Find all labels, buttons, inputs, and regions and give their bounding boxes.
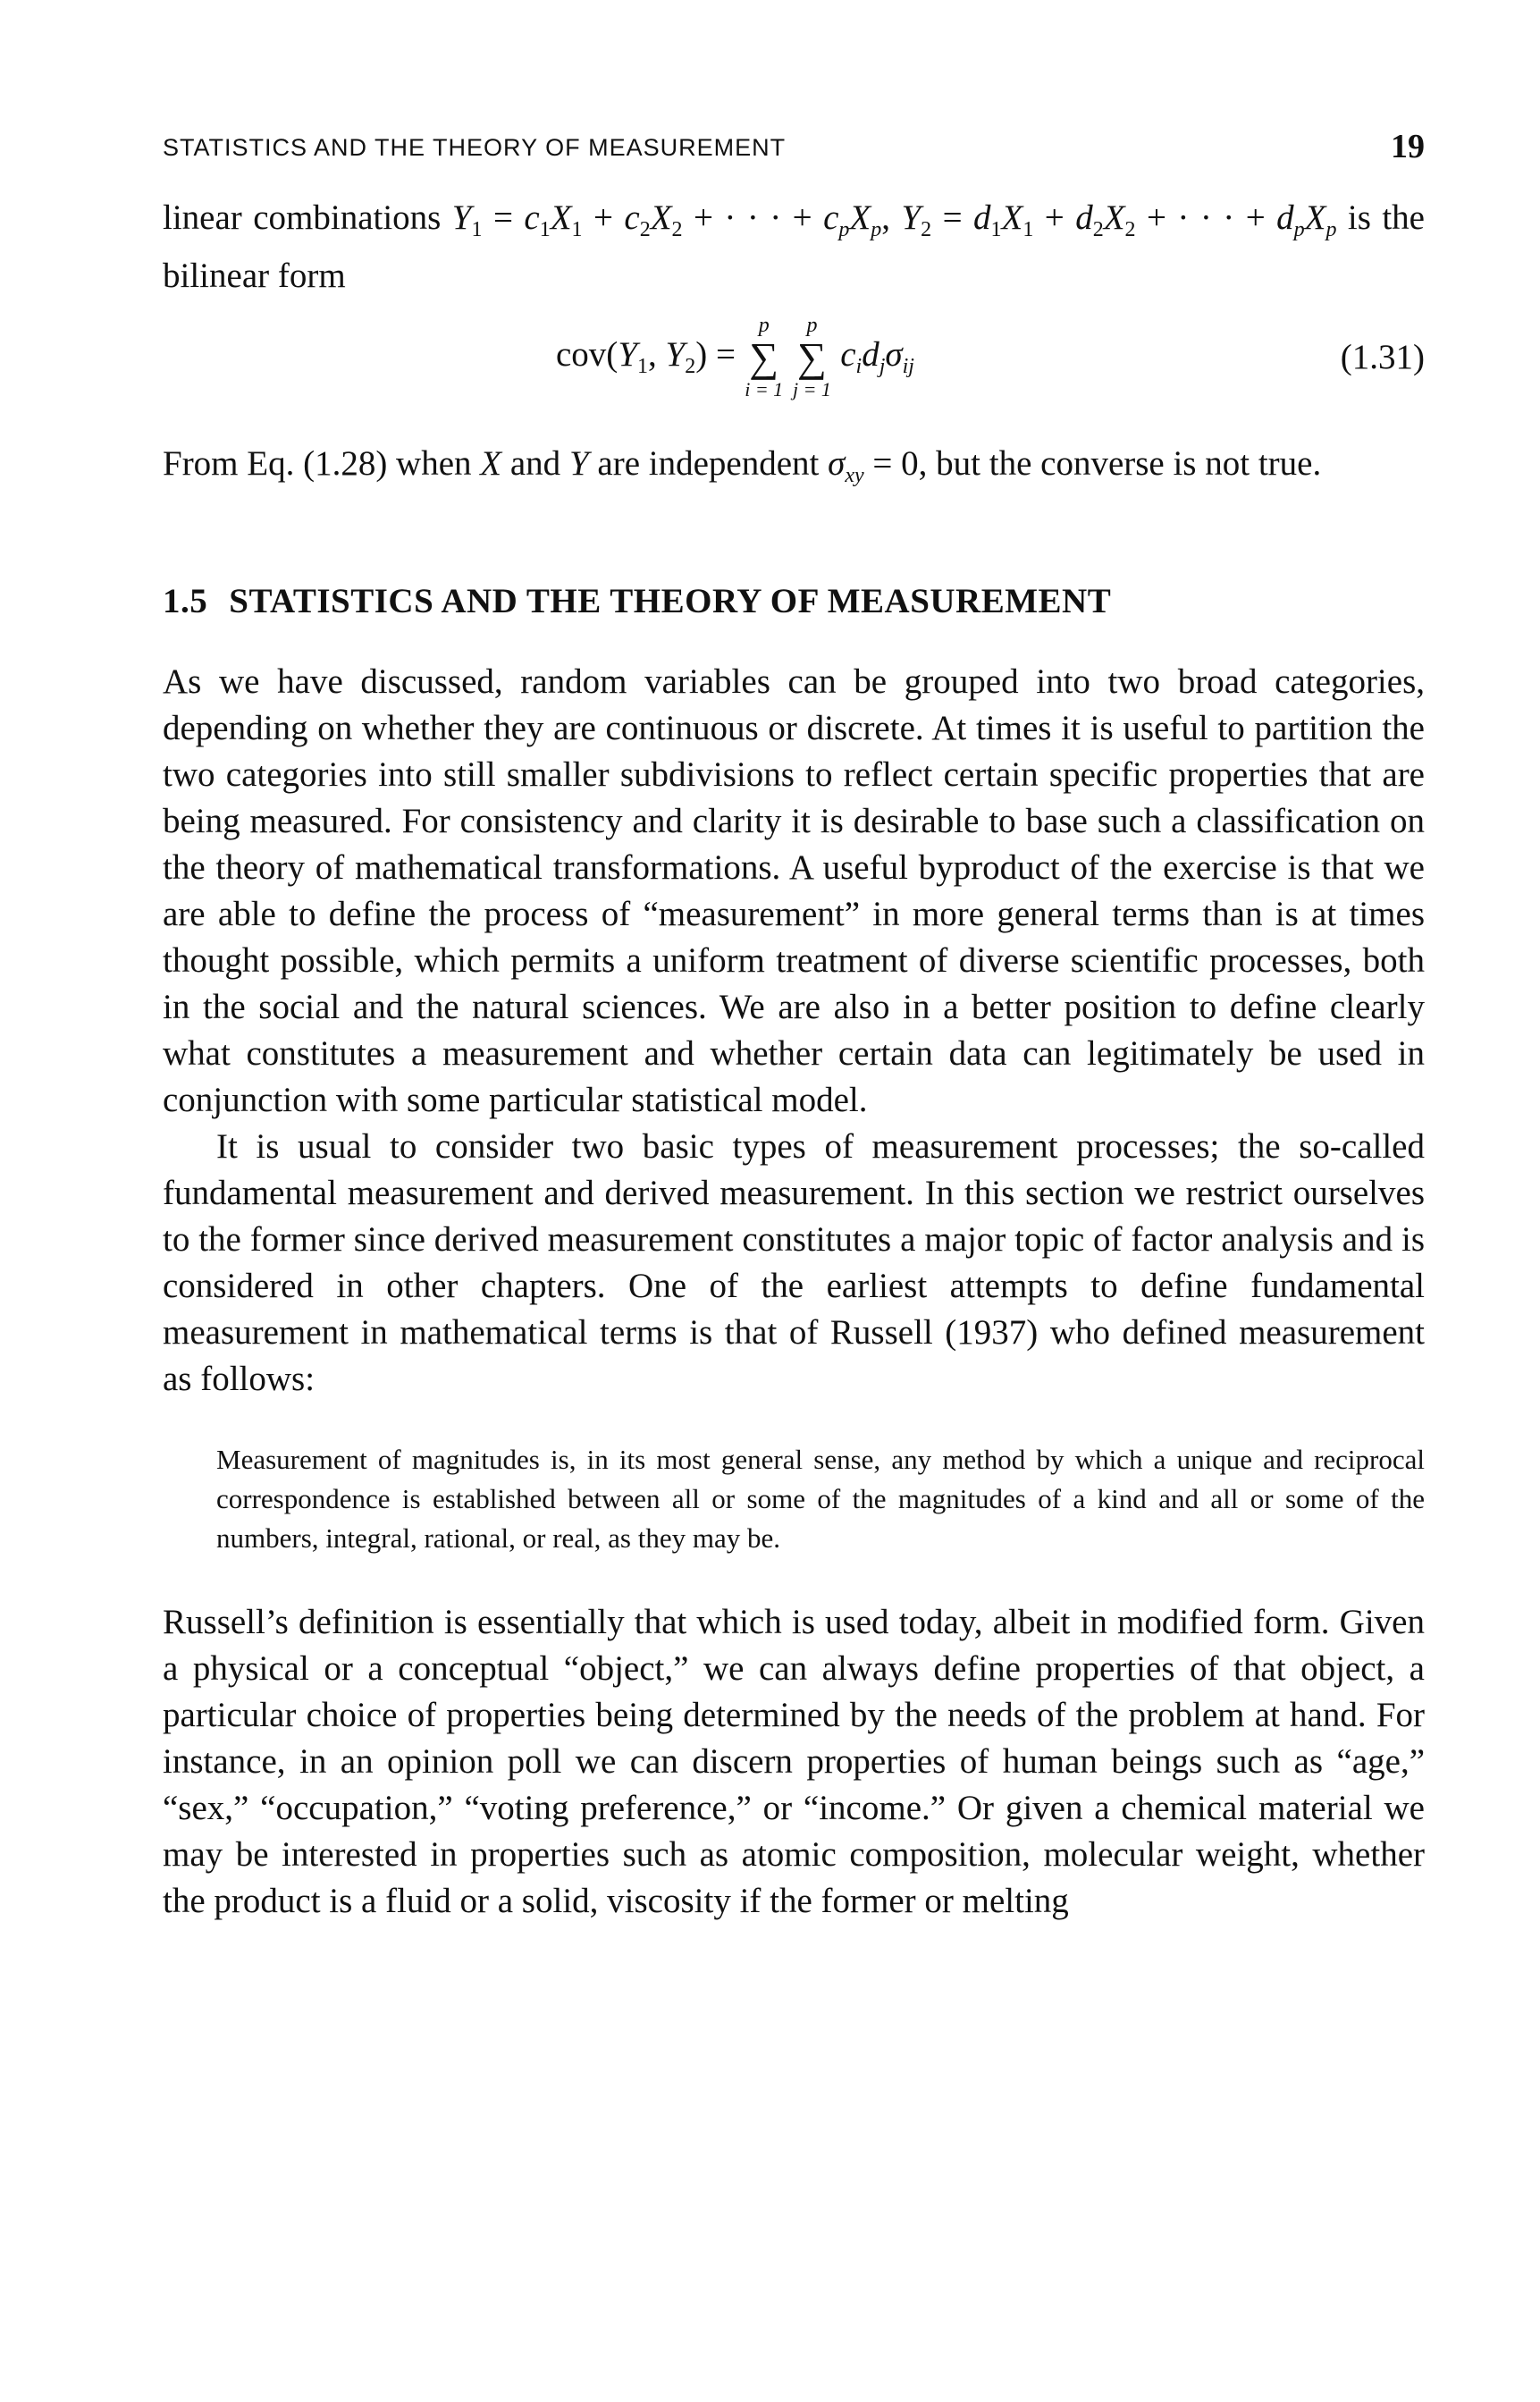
independence-lead: From Eq. (1.28) when	[163, 444, 481, 483]
section-number: 1.5	[163, 582, 208, 620]
running-head	[163, 125, 1425, 179]
sum-j-upper: p	[806, 314, 818, 338]
independence-tail: = 0, but the converse is not true.	[863, 444, 1322, 483]
paragraph-2: It is usual to consider two basic types of measurement processes; the so-called fundamental measurement and derived measurement. In this section we restrict ourselves to the former since derived measurement constitutes a major topic of factor analysis and is considered in other chapters. One of the earliest attempts to define fundamental measurement in mathematical terms is that of Russell (1937) who defined measurement as follows:	[163, 1127, 1425, 1398]
independence-mid: are independent	[588, 444, 829, 483]
sum-i-upper: p	[758, 314, 770, 338]
section-title: STATISTICS AND THE THEORY OF MEASUREMENT	[229, 582, 1112, 620]
summation-i: ∑ p i = 1	[745, 334, 784, 381]
sum-i-lower: i = 1	[745, 378, 784, 401]
equation-lhs: cov(	[556, 335, 619, 374]
intro-tail-text: is the bilinear form	[163, 198, 1425, 295]
equation-1-31: $cov(Y_1$, $Y_2$) = ∑ p i = 1 ∑ p j = 1 $c_id_j\sigma_{ij}$ (1.31)	[163, 307, 1425, 441]
equation-number: (1.31)	[1340, 338, 1425, 376]
intro-lead-text: linear combinations	[163, 198, 452, 237]
paragraph-3: Russell’s definition is essentially that which is used today, albeit in modified form. Given a physical or a conceptual “object,” we can always define properties of that object, a particular choice of properties being determined by the needs of the problem at hand. For instance, in an opinion poll we can discern properties of human beings such as “age,” “sex,” “occupation,” “voting preference,” or “income.” Or given a chemical material we may be interested in properties such as atomic composition, molecular weight, whether the product is a fluid or a solid, viscosity if the former or melting	[163, 1603, 1425, 1920]
page-number: 19	[1391, 128, 1425, 165]
paragraph-1: As we have discussed, random variables can be grouped into two broad categories, depending on whether they are continuous or discrete. At times it is useful to partition the two categories into still smaller subdivisions to reflect certain specific properties that are being measured. For consistency and clarity it is desirable to base such a classification on the theory of mathematical transformations. A useful byproduct of the exercise is that we are able to define the process of “measurement” in more general terms than is at times thought possible, which permits a uniform treatment of diverse scientific processes, both in the social and the natural sciences. We are also in a better position to define clearly what constitutes a measurement and whether certain data can legitimately be used in conjunction with some particular statistical model.	[163, 662, 1425, 1119]
page	[163, 125, 1425, 1925]
summation-j: ∑ p j = 1	[792, 334, 831, 381]
sum-j-lower: j = 1	[792, 378, 831, 401]
section-heading	[163, 581, 1425, 621]
intro-paragraph: linear combinations $Y_1 = c_1X_1 + c_2X_2$ + · · · + $c_pX_p$, $Y_2 = d_1X_1 + d_2X_2$ + · · · + $d_pX_p$ is the bilinear form	[163, 198, 1425, 295]
running-title: STATISTICS AND THE THEORY OF MEASUREMENT	[163, 134, 787, 161]
russell-quote: Measurement of magnitudes is, in its most general sense, any method by which a unique and reciprocal correspondence is established between all or some of the magnitudes of a kind and all or some of the numbers, integral, rational, or real, as they may be.	[216, 1444, 1425, 1554]
independence-paragraph: From Eq. (1.28) when X and Y are independent $\sigma_{xy} = 0$, but the converse is not true.	[163, 444, 1322, 487]
